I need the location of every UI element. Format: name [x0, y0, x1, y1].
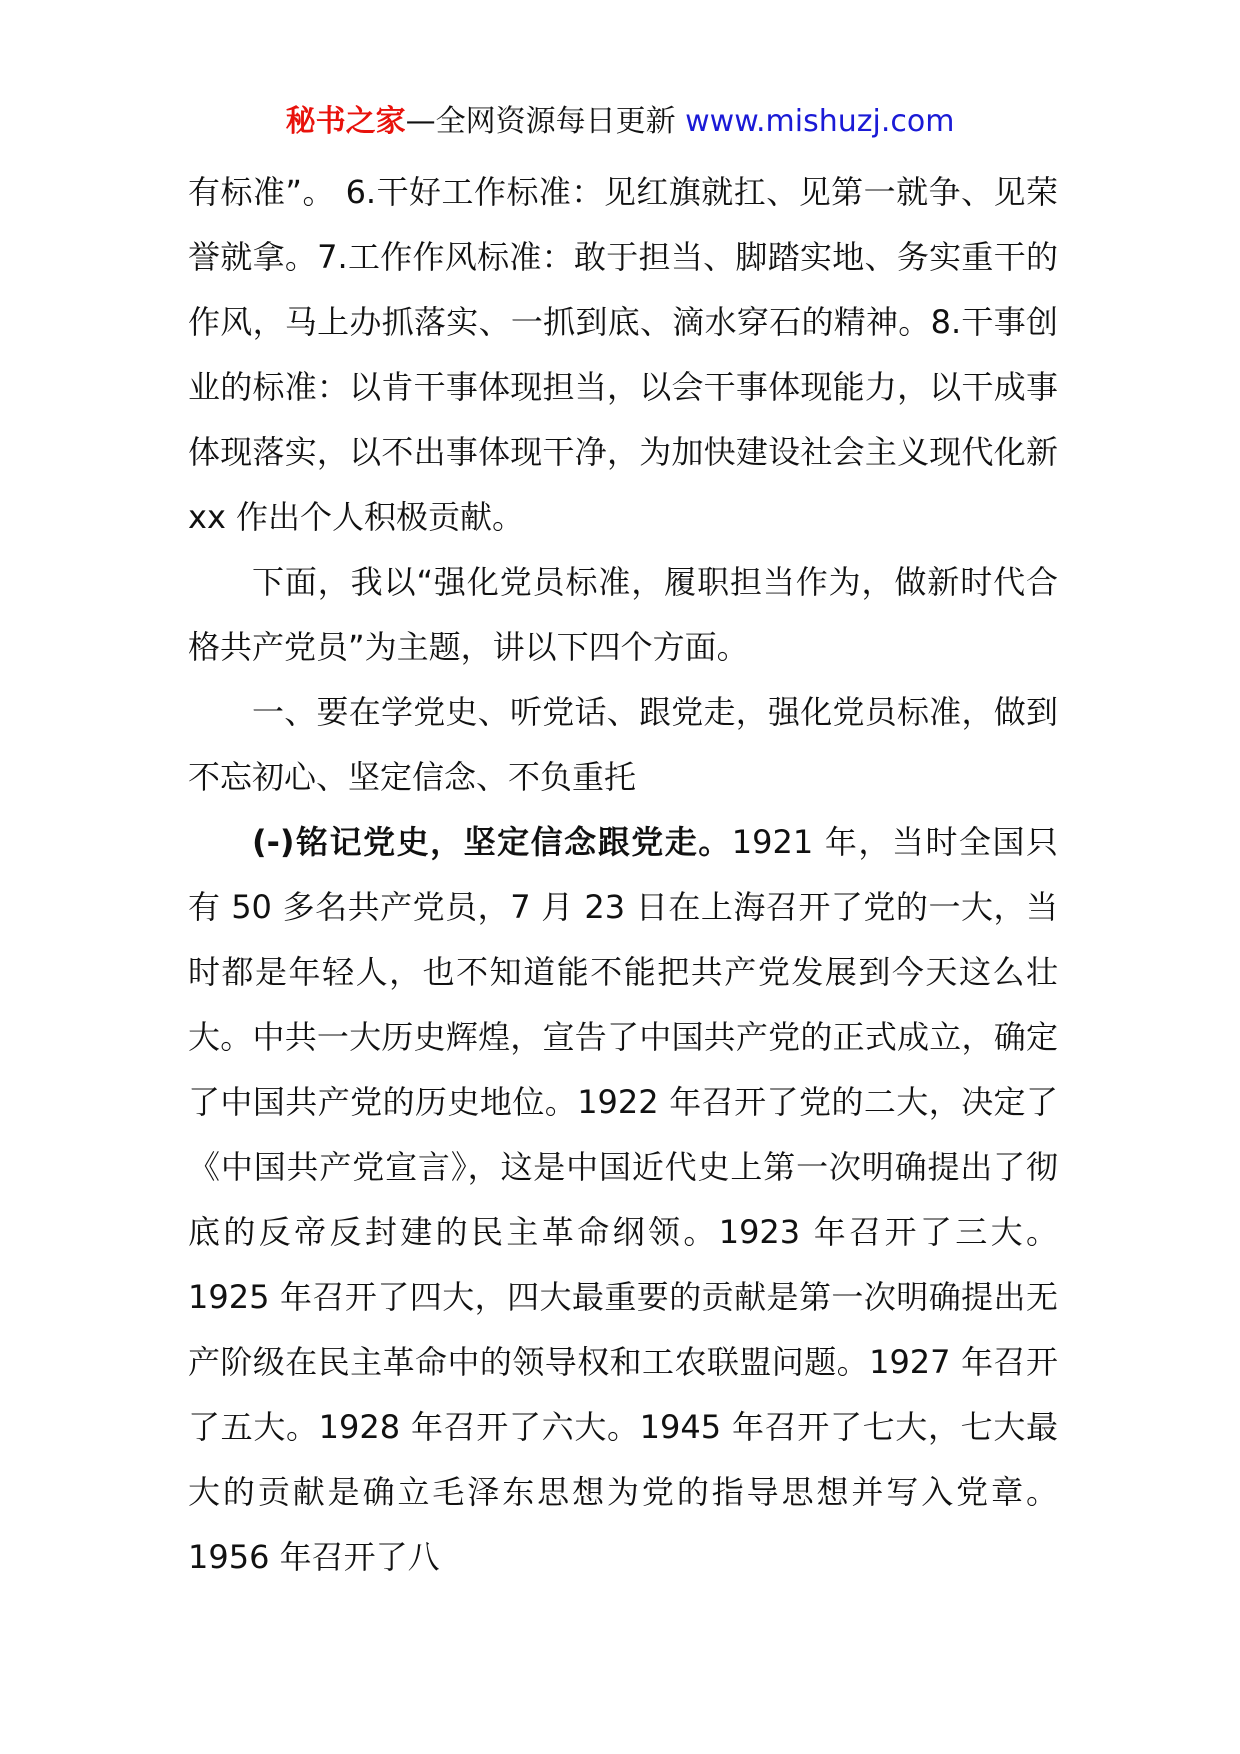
section-heading-one: 一、要在学党史、听党话、跟党走，强化党员标准，做到不忘初心、坚定信念、不负重托	[188, 693, 1058, 796]
header-url[interactable]: www.mishuzj.com	[685, 104, 955, 139]
paragraph-standards: 有标准”。 6.干好工作标准：见红旗就扛、见第一就争、见荣誉就拿。7.工作作风标准：敢于担当、脚踏实地、务实重干的作风，马上办抓落实、一抓到底、滴水穿石的精神。8.干事创业的标准：以肯干事体现担当，以会干事体现能力，以干成事体现落实，以不出事体现干净，为加快建设社会主义现代化新 xx 作出个人积极贡献。	[188, 173, 1058, 536]
header-tagline: —全网资源每日更新	[405, 104, 686, 139]
page-header	[0, 100, 1240, 144]
document-body	[188, 160, 1058, 1590]
brand-name: 秘书之家	[285, 104, 406, 139]
paragraph-party-history-text: 1921 年，当时全国只有 50 多名共产党员，7 月 23 日在上海召开了党的一大，当时都是年轻人，也不知道能不能把共产党发展到今天这么壮大。中共一大历史辉煌，宣告了中国共产党的正式成立，确定了中国共产党的历史地位。1922 年召开了党的二大，决定了《中国共产党宣言》，这是中国近代史上第一次明确提出了彻底的反帝反封建的民主革命纲领。1923 年召开了三大。1925 年召开了四大，四大最重要的贡献是第一次明确提出无产阶级在民主革命中的领导权和工农联盟问题。1927 年召开了五大。1928 年召开了六大。1945 年召开了七大，七大最大的贡献是确立毛泽东思想为党的指导思想并写入党章。1956 年召开了八	[188, 823, 1058, 1576]
paragraph-party-history	[188, 810, 1058, 1590]
subheading-party-history: (-)铭记党史，坚定信念跟党走。	[252, 823, 732, 861]
paragraph-intro: 下面，我以“强化党员标准，履职担当作为，做新时代合格共产党员”为主题，讲以下四个方面。	[188, 563, 1058, 666]
